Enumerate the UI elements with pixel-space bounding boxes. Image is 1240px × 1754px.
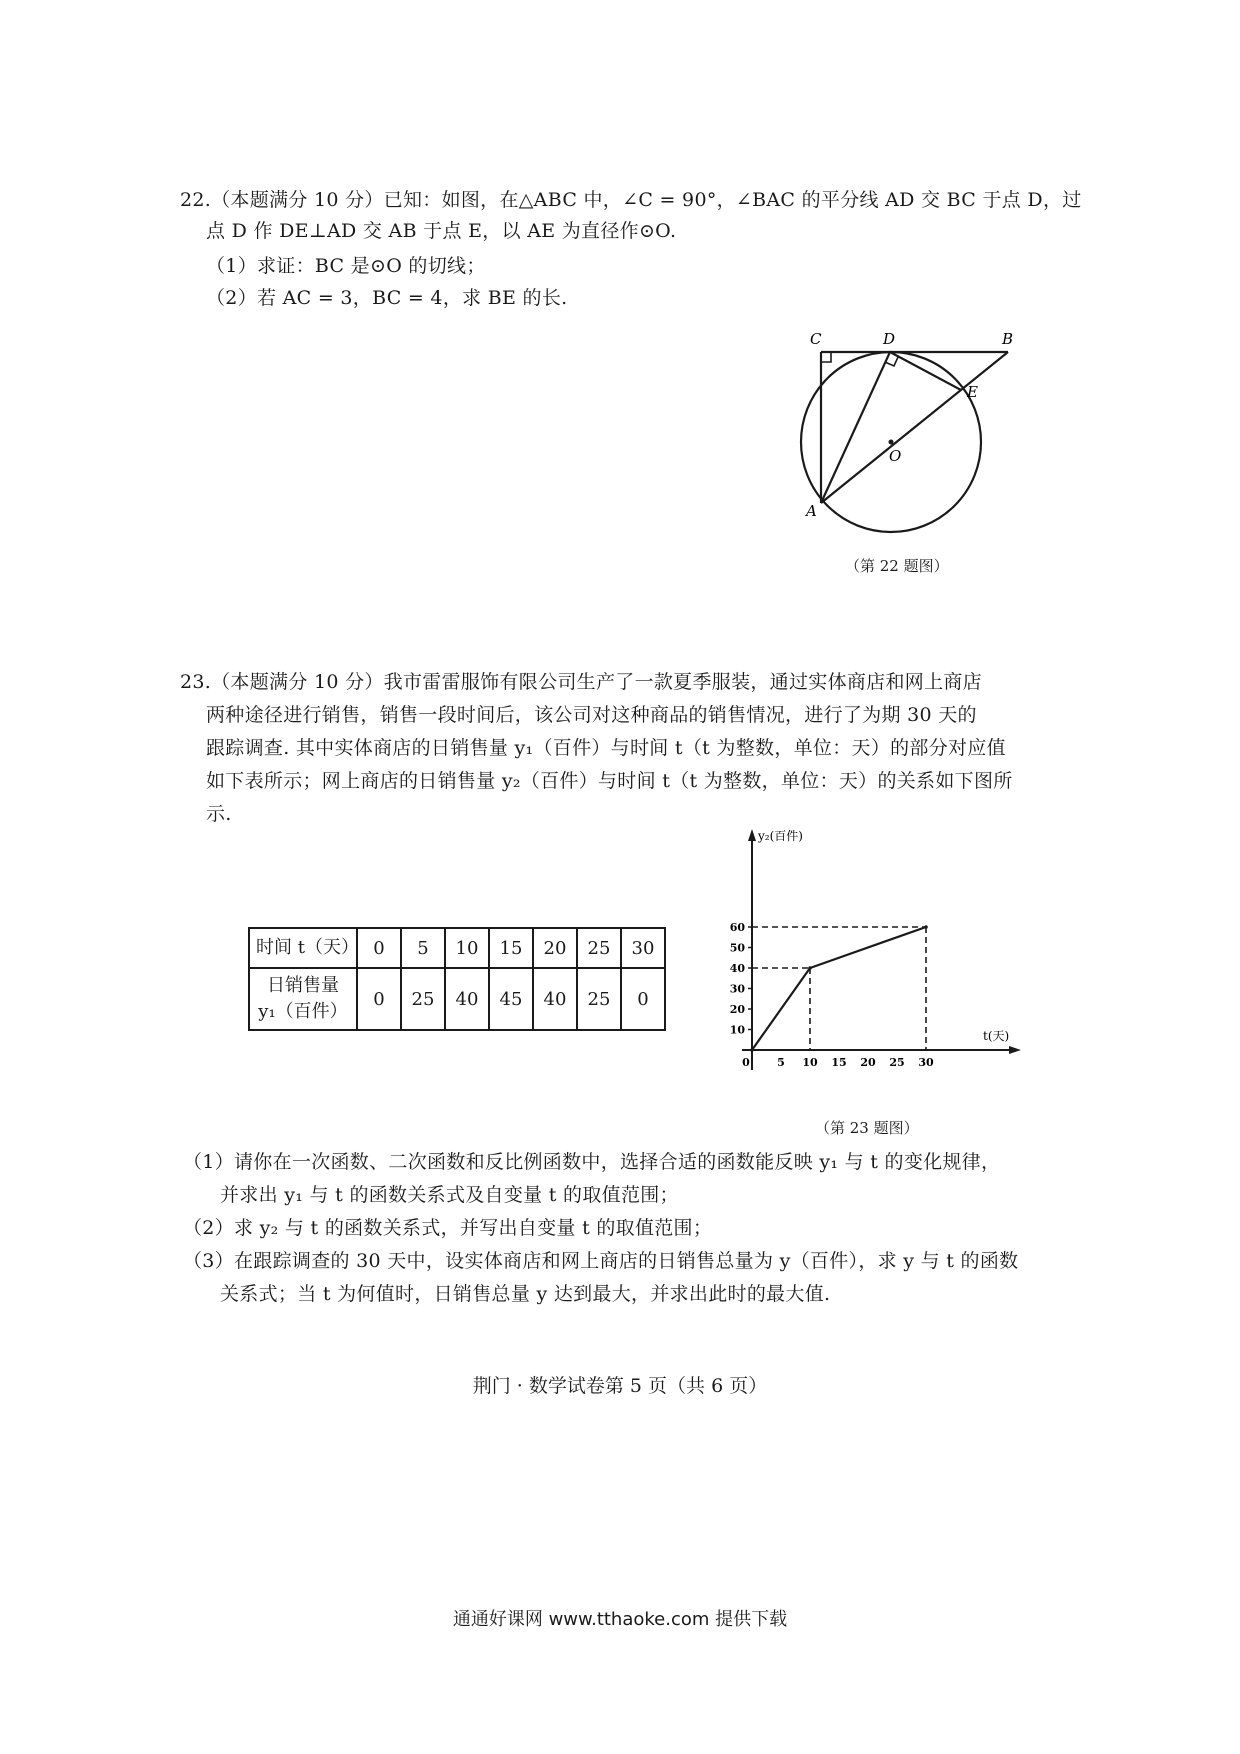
q22-figure xyxy=(780,330,1030,540)
label-e: E xyxy=(967,383,978,401)
series-point xyxy=(924,925,928,929)
table-header-y1-line1: 日销售量 xyxy=(267,975,339,996)
table-header-time: 时间 t（天） xyxy=(249,928,357,968)
q23-part3-line1: （3）在跟踪调查的 30 天中，设实体商店和网上商店的日销售总量为 y（百件），求 y 与 t 的函数 xyxy=(183,1250,1019,1272)
x-tick-label: 10 xyxy=(802,1056,818,1069)
table-cell-y1: 25 xyxy=(401,968,445,1030)
y-tick-label: 60 xyxy=(729,921,745,934)
source-watermark-text: 通通好课网 www.tthaoke.com 提供下载 xyxy=(452,1609,788,1630)
table-cell-y1: 40 xyxy=(445,968,489,1030)
x-tick-label: 5 xyxy=(777,1056,785,1069)
table-row-y1 xyxy=(249,968,665,1030)
q22-figure-caption: （第 22 题图） xyxy=(845,557,949,575)
x-tick-label: 30 xyxy=(918,1056,934,1069)
table-cell-t: 25 xyxy=(577,928,621,968)
label-o: O xyxy=(889,447,902,465)
x-tick-label: 15 xyxy=(831,1056,847,1069)
q23-part1-line1: （1）请你在一次函数、二次函数和反比例函数中，选择合适的函数能反映 y₁ 与 t 的变化规律， xyxy=(183,1151,1001,1173)
table-cell-t: 15 xyxy=(489,928,533,968)
right-angle-mark-c xyxy=(821,352,831,362)
y-axis-arrow xyxy=(748,829,756,841)
table-cell-t: 30 xyxy=(621,928,665,968)
table-row-time xyxy=(249,928,665,968)
table-cell-y1: 25 xyxy=(577,968,621,1030)
page-footer: 荆门 · 数学试卷第 5 页（共 6 页） xyxy=(472,1375,768,1397)
q22-part1: （1）求证：BC 是⊙O 的切线； xyxy=(206,255,486,277)
q23-stem-line1: 23.（本题满分 10 分）我市雷雷服饰有限公司生产了一款夏季服装，通过实体商店和网上商店 xyxy=(180,671,982,693)
table-header-y1-line2: y₁（百件） xyxy=(258,1001,348,1022)
q22-stem-line1: 22.（本题满分 10 分）已知：如图，在△ABC 中，∠C = 90°，∠BAC 的平分线 AD 交 BC 于点 D，过 xyxy=(180,189,1082,211)
q23-part3-line2: 关系式；当 t 为何值时，日销售总量 y 达到最大，并求出此时的最大值. xyxy=(220,1283,831,1305)
table-cell-t: 20 xyxy=(533,928,577,968)
table-cell-y1: 0 xyxy=(357,968,401,1030)
table-cell-y1: 0 xyxy=(621,968,665,1030)
x-axis-label: t(天) xyxy=(983,1029,1010,1043)
y-tick-label: 50 xyxy=(729,941,745,955)
q23-stem-line5: 示. xyxy=(206,803,232,825)
y-tick-label: 20 xyxy=(729,1003,745,1016)
q23-figure-caption: （第 23 题图） xyxy=(815,1119,919,1137)
label-b: B xyxy=(1002,330,1014,348)
table-cell-y1: 45 xyxy=(489,968,533,1030)
q23-part2: （2）求 y₂ 与 t 的函数关系式，并写出自变量 t 的取值范围； xyxy=(183,1217,713,1239)
table-cell-t: 5 xyxy=(401,928,445,968)
table-cell-t: 0 xyxy=(357,928,401,968)
label-d: D xyxy=(883,330,896,348)
point-o xyxy=(889,440,894,445)
x-tick-label: 0 xyxy=(742,1056,750,1069)
y-axis-label: y₂(百件) xyxy=(758,829,803,843)
q22-part2: （2）若 AC = 3，BC = 4，求 BE 的长. xyxy=(206,287,568,309)
x-tick-label: 25 xyxy=(889,1056,905,1069)
y-tick-label: 40 xyxy=(729,962,745,975)
label-a: A xyxy=(806,502,817,520)
q23-sales-table xyxy=(248,927,666,1031)
x-axis-arrow xyxy=(1009,1046,1021,1054)
y-tick-label: 10 xyxy=(729,1023,745,1037)
q23-stem-line2: 两种途径进行销售，销售一段时间后，该公司对这种商品的销售情况，进行了为期 30 天的 xyxy=(206,704,977,726)
q22-stem-line2: 点 D 作 DE⊥AD 交 AB 于点 E，以 AE 为直径作⊙O. xyxy=(206,220,677,242)
x-tick-label: 20 xyxy=(860,1056,876,1069)
series-line-y2 xyxy=(752,927,926,1050)
q23-chart xyxy=(715,825,1035,1090)
table-cell-y1: 40 xyxy=(533,968,577,1030)
table-cell-t: 10 xyxy=(445,928,489,968)
q23-stem-line3: 跟踪调查. 其中实体商店的日销售量 y₁（百件）与时间 t（t 为整数，单位：天）的部分对应值 xyxy=(206,737,1006,759)
series-point xyxy=(750,1048,754,1052)
label-c: C xyxy=(810,330,822,348)
table-header-y1 xyxy=(249,968,357,1030)
q23-part1-line2: 并求出 y₁ 与 t 的函数关系式及自变量 t 的取值范围； xyxy=(220,1184,679,1206)
q23-stem-line4: 如下表所示；网上商店的日销售量 y₂（百件）与时间 t（t 为整数，单位：天）的关系如下图所 xyxy=(206,770,1013,792)
y-tick-label: 30 xyxy=(729,982,745,996)
series-point xyxy=(808,966,812,970)
